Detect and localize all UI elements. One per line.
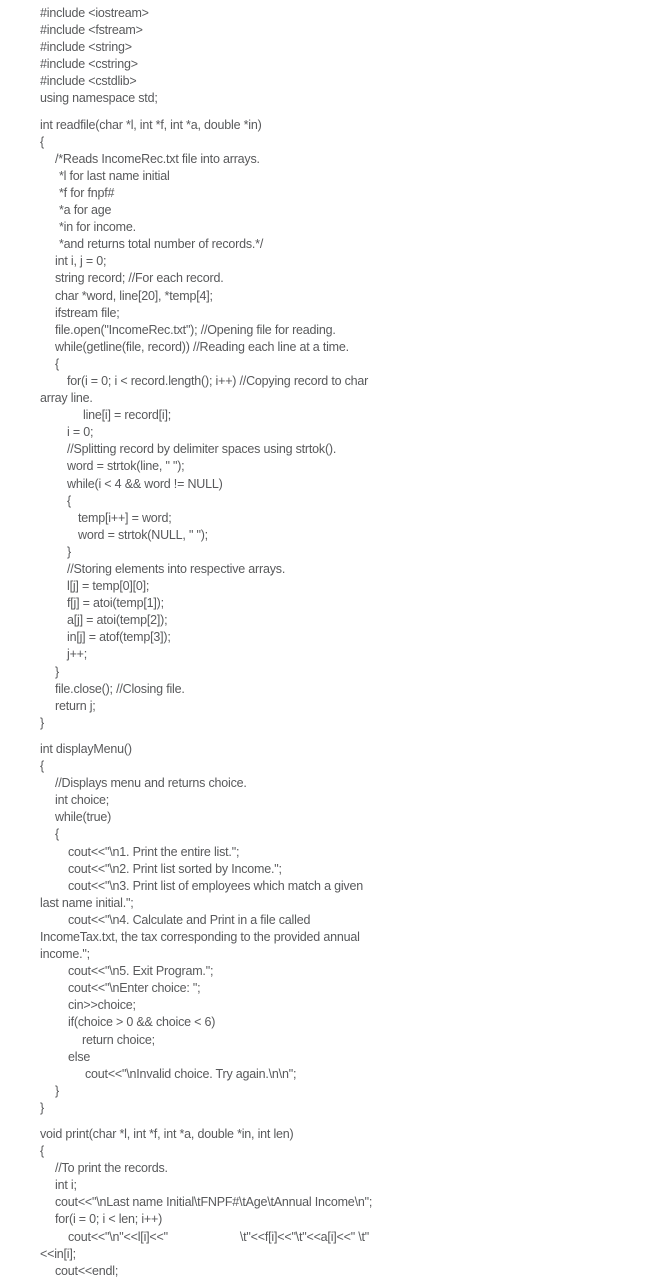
code-line: { [55,827,59,842]
code-line: #include <cstring> [40,57,138,72]
code-line: for(i = 0; i < record.length(); i++) //Copying record to char [67,373,369,388]
code-line: #include <cstdlib> [40,74,137,89]
code-line: word = strtok(line, " "); [67,459,185,474]
code-line: int displayMenu() [40,741,132,756]
code-line: i = 0; [67,425,94,440]
code-line: income."; [40,947,90,962]
code-line: } [67,544,71,559]
code-line: while(i < 4 && word != NULL) [67,476,223,491]
code-line: cout<<"\n2. Print list sorted by Income."; [68,861,282,876]
code-line: int i, j = 0; [55,254,107,269]
code-line: while(getline(file, record)) //Reading each line at a time. [55,339,349,354]
code-line: //To print the records. [55,1161,168,1176]
code-line: } [55,664,59,679]
code-line: last name initial."; [40,895,134,910]
code-line: *a for age [59,203,112,218]
code-line: } [55,1083,59,1098]
code-line: file.close(); //Closing file. [55,681,185,696]
code-line: { [55,356,59,371]
code-line: in[j] = atof(temp[3]); [67,630,171,645]
code-line: int choice; [55,793,110,808]
code-line: #include <iostream> [40,6,149,20]
code-line: #include <string> [40,40,132,55]
code-line: void print(char *l, int *f, int *a, double *in, int len) [40,1127,294,1141]
code-line: cout<<"\n"<<l[i]<<" \t"<<f[i]<<"\t"<<a[i]<<" \t" [68,1229,370,1244]
code-line: IncomeTax.txt, the tax corresponding to the provided annual [40,929,360,944]
code-line: else [68,1049,91,1064]
code-line: if(choice > 0 && choice < 6) [68,1015,216,1030]
code-line: f[j] = atoi(temp[1]); [67,596,164,611]
code-line: for(i = 0; i < len; i++) [55,1212,163,1227]
code-line: { [67,493,71,508]
code-line: *l for last name initial [59,168,170,183]
code-line: cout<<"\nInvalid choice. Try again.\n\n"; [85,1066,297,1081]
code-line: { [40,1144,44,1159]
code-line: file.open("IncomeRec.txt"); //Opening file for reading. [55,322,336,337]
code-line: cout<<endl; [55,1263,119,1278]
code-line: temp[i++] = word; [78,510,172,525]
code-line: //Splitting record by delimiter spaces using strtok(). [67,442,337,457]
code-line: { [40,759,44,774]
code-line: j++; [67,647,88,662]
code-line: cout<<"\nLast name Initial\tFNPF#\tAge\tAnnual Income\n"; [55,1195,373,1210]
code-line: while(true) [55,810,112,825]
code-line: cout<<"\n1. Print the entire list."; [68,844,240,859]
code-line: } [40,715,44,730]
code-line: string record; //For each record. [55,271,224,286]
code-line: //Storing elements into respective arrays. [67,562,286,576]
code-line: return j; [55,698,96,713]
code-line: /*Reads IncomeRec.txt file into arrays. [55,151,260,166]
code-line: array line. [40,391,93,406]
code-line: cout<<"\n5. Exit Program."; [68,964,214,979]
code-line: } [40,1100,44,1115]
code-line: cout<<"\n4. Calculate and Print in a file called [68,912,311,927]
code-line: *f for fnpf# [59,185,115,200]
code-line: l[j] = temp[0][0]; [67,579,150,594]
code-line: //Displays menu and returns choice. [55,776,247,791]
code-line: a[j] = atoi(temp[2]); [67,613,168,628]
code-document [0,5,659,1280]
code-line: cout<<"\nEnter choice: "; [68,981,201,996]
code-line: int i; [55,1178,77,1193]
code-line: using namespace std; [40,91,158,106]
code-line: *in for income. [59,220,136,235]
code-line: ifstream file; [55,305,120,320]
code-line: char *word, line[20], *temp[4]; [55,288,213,303]
code-listing [0,5,659,1280]
code-line: #include <fstream> [40,23,143,38]
code-line: return choice; [82,1032,155,1047]
code-line: { [40,134,44,149]
code-line: cin>>choice; [68,998,136,1013]
code-line: <<in[i]; [40,1246,76,1261]
code-line: *and returns total number of records.*/ [59,237,264,252]
code-line: cout<<"\n3. Print list of employees which match a given [68,878,363,893]
code-line: word = strtok(NULL, " "); [78,527,208,542]
code-line: line[i] = record[i]; [83,408,172,423]
code-line: int readfile(char *l, int *f, int *a, double *in) [40,117,262,132]
